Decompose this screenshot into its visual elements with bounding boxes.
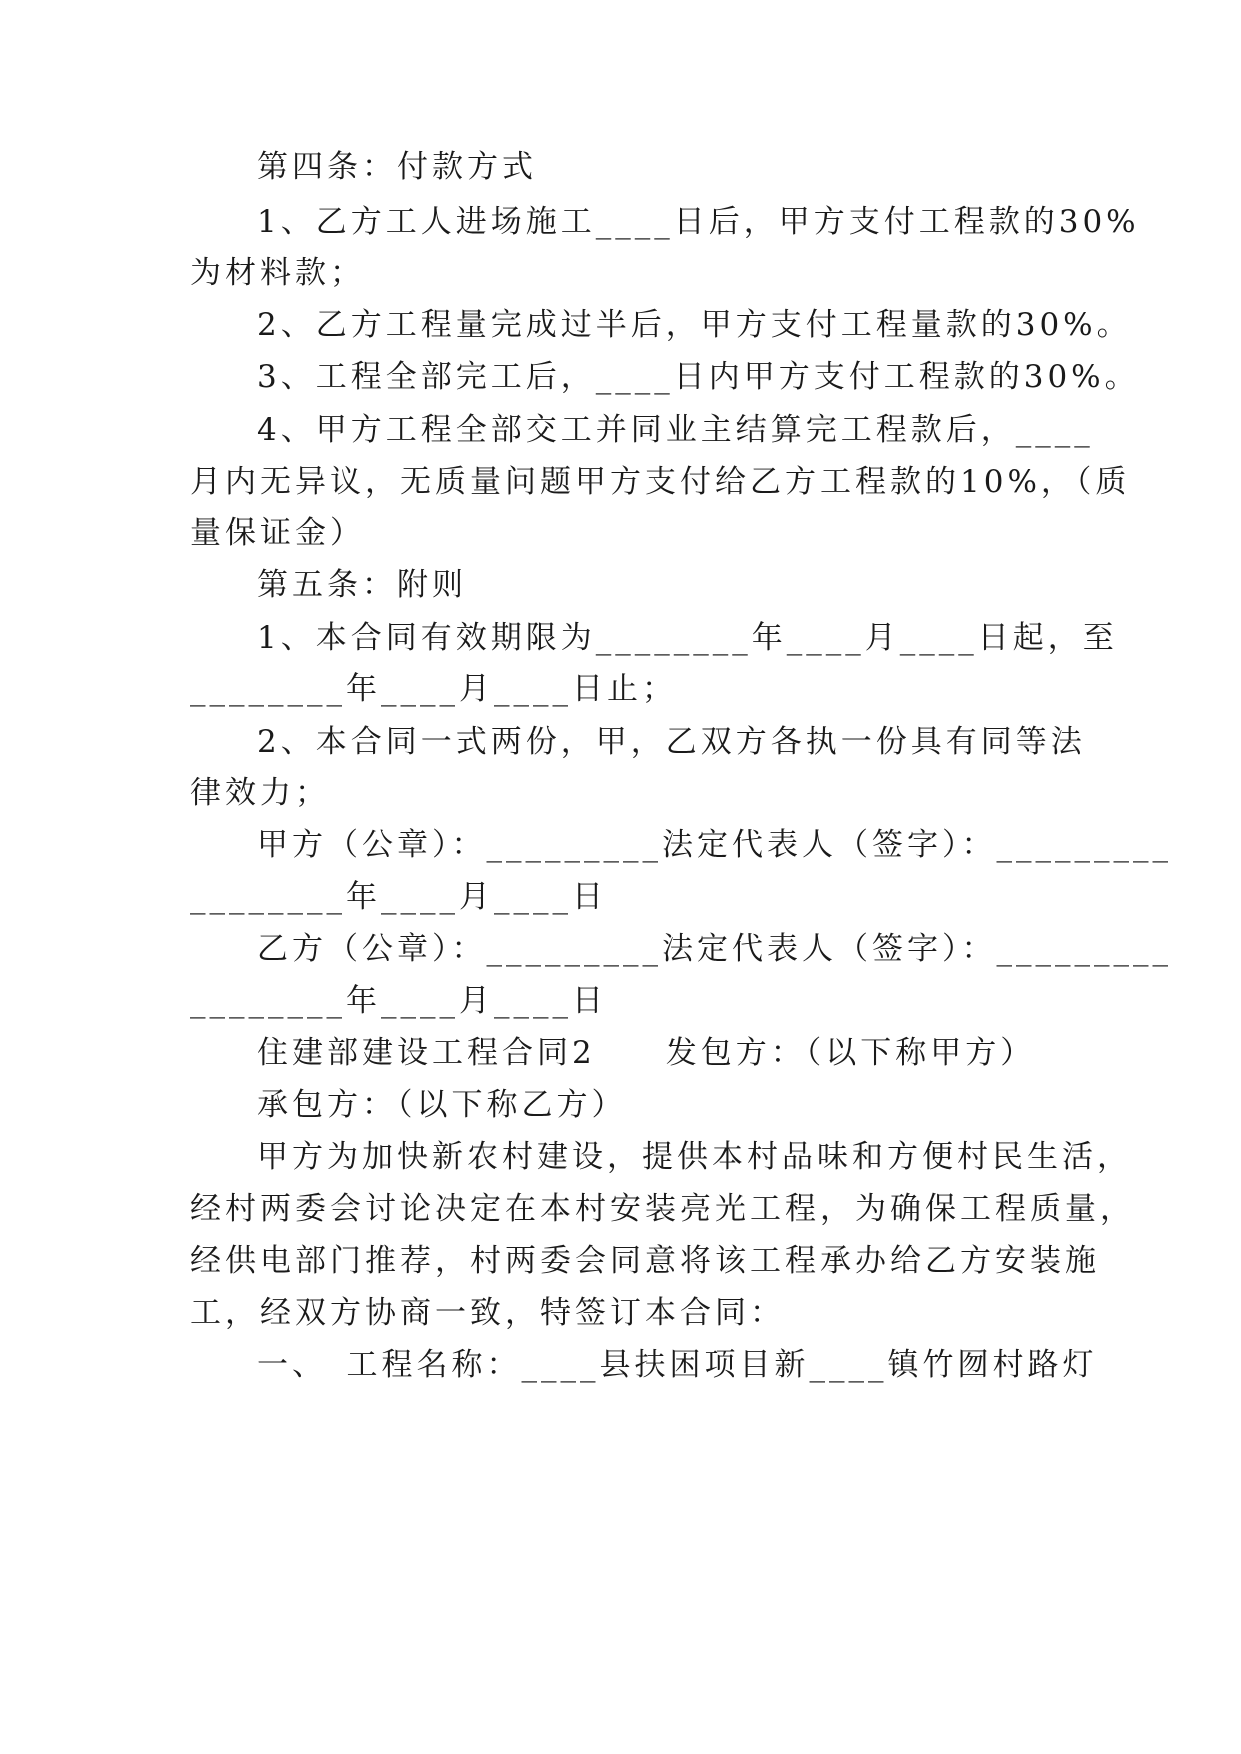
article-4-heading: 第四条：付款方式 (257, 149, 537, 185)
appendix-clause-2: 2、本合同一式两份，甲，乙双方各执一份具有同等法 (257, 724, 1086, 760)
preamble-line-3: 经供电部门推荐，村两委会同意将该工程承办给乙方安装施 (190, 1243, 1100, 1279)
party-b-date-line: ________年____月____日 (190, 983, 607, 1019)
appendix-clause-1: 1、本合同有效期限为________年____月____日起，至 (257, 620, 1118, 656)
payment-clause-4: 4、甲方工程全部交工并同业主结算完工程款后，____ (257, 412, 1094, 448)
payment-clause-2: 2、乙方工程量完成过半后，甲方支付工程量款的30%。 (257, 307, 1132, 343)
appendix-clause-2-cont: 律效力； (190, 775, 330, 811)
preamble-line-4: 工，经双方协商一致，特签订本合同： (190, 1295, 785, 1331)
party-a-signature-line: 甲方（公章）：_________法定代表人（签字）：_________ (257, 827, 1172, 863)
project-name-line: 一、 工程名称：____县扶困项目新____镇竹囫村路灯 (257, 1347, 1098, 1383)
payment-clause-4-cont: 月内无异议，无质量问题甲方支付给乙方工程款的10%，（质 (190, 464, 1131, 500)
party-a-date-line: ________年____月____日 (190, 879, 607, 915)
contractor-line: 承包方：（以下称乙方） (257, 1087, 627, 1123)
article-5-heading: 第五条：附则 (257, 567, 467, 603)
contract-2-title-line: 住建部建设工程合同2 发包方：（以下称甲方） (257, 1035, 1036, 1071)
payment-clause-4-cont2: 量保证金） (190, 515, 365, 551)
appendix-clause-1-cont: ________年____月____日止； (190, 671, 677, 707)
party-b-signature-line: 乙方（公章）：_________法定代表人（签字）：_________ (257, 931, 1172, 967)
payment-clause-1: 1、乙方工人进场施工____日后，甲方支付工程款的30% (257, 204, 1140, 240)
preamble-line-2: 经村两委会讨论决定在本村安装亮光工程，为确保工程质量， (190, 1191, 1135, 1227)
payment-clause-1-cont: 为材料款； (190, 255, 365, 291)
preamble-line-1: 甲方为加快新农村建设，提供本村品味和方便村民生活， (257, 1139, 1132, 1175)
payment-clause-3: 3、工程全部完工后，____日内甲方支付工程款的30%。 (257, 359, 1140, 395)
